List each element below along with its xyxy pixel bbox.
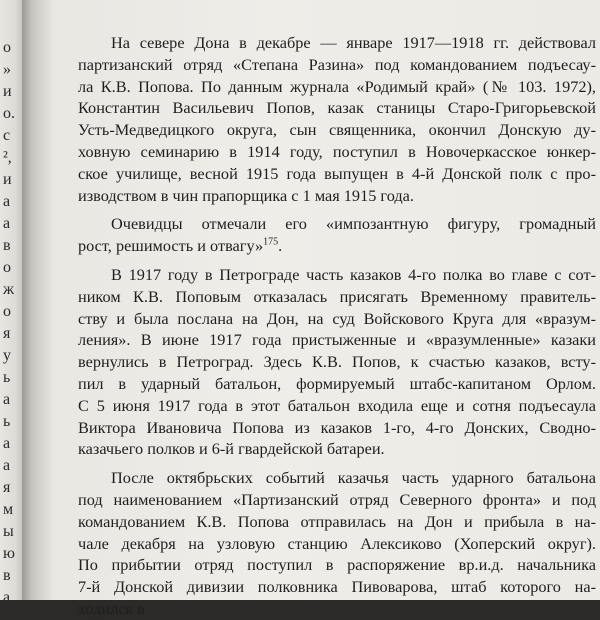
facing-page-fragment: а — [3, 215, 11, 232]
text-line: вернулись в Петроград. Здесь К.В. Попов, к счастью казаков, всту- — [78, 352, 596, 372]
book-gutter — [22, 0, 52, 600]
text-line: ходился в — [78, 598, 145, 618]
text-line: партизанский отряд «Степана Разина» под командованием подъесау- — [78, 54, 596, 74]
facing-page-edge — [0, 0, 22, 606]
paragraph — [78, 264, 596, 460]
paragraph — [78, 467, 596, 620]
text-line: ховную семинарию в 1914 году, поступил в Новочеркасское юнкер- — [78, 141, 596, 161]
facing-page-fragment: и — [3, 171, 12, 188]
facing-page-fragment: а — [3, 391, 11, 408]
text-line: Очевидцы отмечали его «импозантную фигуру, громадный — [111, 214, 596, 234]
text-fragment: рост, решимость и отвагу» — [78, 236, 264, 256]
facing-page-fragment: ², — [3, 149, 12, 166]
facing-page-fragment: я — [3, 479, 11, 496]
text-line: под наименованием «Партизанский отряд Северного фронта» и под — [78, 489, 596, 509]
book-page — [52, 0, 600, 618]
facing-page-fragment: а — [3, 435, 11, 452]
facing-page-fragment: в — [3, 237, 11, 254]
text-line: ником К.В. Поповым отказалась присягать Временному правитель- — [78, 286, 596, 306]
facing-page-fragment: о. — [3, 105, 15, 122]
text-line: командованием К.В. Попова отправилась на Дон и прибыла в на- — [78, 511, 596, 531]
text-line — [78, 235, 596, 257]
text-line: ла К.В. Попова. По данным журнала «Родимый край» (№ 103. 1972), — [78, 76, 596, 96]
facing-page-fragment: а — [3, 589, 11, 606]
facing-page-fragment: ж — [3, 281, 15, 298]
paragraph — [78, 32, 596, 206]
text-line: Виктора Ивановича Попова из казаков 1-го, 4-го Донских, Сводно- — [78, 417, 596, 437]
facing-page-fragment: о — [3, 303, 11, 320]
text-line: В 1917 году в Петрограде часть казаков 4-го полка во главе с сот- — [111, 264, 596, 284]
text-line: ления». В июне 1917 года пристыженные и «вразумленные» казаки — [78, 330, 596, 350]
facing-page-fragment: у — [3, 347, 11, 364]
paragraph — [78, 213, 596, 257]
text-fragment: . — [278, 236, 283, 256]
text-line: ское училище, весной 1915 года выпущен в 4-й Донской полк с про- — [78, 163, 596, 183]
facing-page-fragment: ь — [3, 369, 11, 386]
facing-page-fragment: в — [3, 567, 11, 584]
facing-page-fragment: а — [3, 457, 11, 474]
facing-page-fragment: » — [3, 61, 11, 78]
facing-page-fragment: я — [3, 325, 11, 342]
text-line: Усть-Медведицкого округа, сын священника, окончил Донскую ду- — [78, 120, 596, 140]
text-line: чале декабря на узловую станцию Алексиково (Хоперский округ). — [78, 533, 596, 553]
facing-page-fragment: ы — [3, 523, 14, 540]
text-line: казачьего полков и 6-й гвардейской батареи. — [78, 439, 385, 459]
facing-page-fragment: и — [3, 83, 12, 100]
text-line: 7-й Донской дивизии полковника Пивоварова, штаб которого на- — [78, 577, 596, 597]
facing-page-fragment: ю — [3, 545, 15, 562]
facing-page-fragment: ь — [3, 413, 11, 430]
text-line: После октябрьских событий казачья часть ударного батальона — [111, 468, 596, 488]
facing-page-fragment: с — [3, 127, 11, 144]
text-line: изводством в чин прапорщика с 1 мая 1915 года. — [78, 185, 414, 205]
text-line: С 5 июня 1917 года в этот батальон входила еще и сотня подъесаула — [78, 395, 596, 415]
facing-page-fragment: о — [3, 259, 11, 276]
text-line: По прибытии отряд поступил в распоряжение вр.и.д. начальника — [78, 555, 596, 575]
text-line: ству и была послана на Дон, на суд Войскового Круга для «вразум- — [78, 308, 596, 328]
facing-page-fragment: о — [3, 39, 11, 56]
page-text — [78, 32, 596, 620]
facing-page-fragment: а — [3, 193, 11, 210]
footnote-ref: 175 — [263, 236, 279, 248]
text-line: На севере Дона в декабре — январе 1917—1918 гг. действовал — [111, 33, 596, 52]
facing-page-fragment: м — [3, 501, 14, 518]
text-line: пил в ударный батальон, формируемый штабс-капитаном Орлом. — [78, 373, 596, 393]
text-line: Константин Васильевич Попов, казак станицы Старо-Григорьевской — [78, 98, 596, 118]
